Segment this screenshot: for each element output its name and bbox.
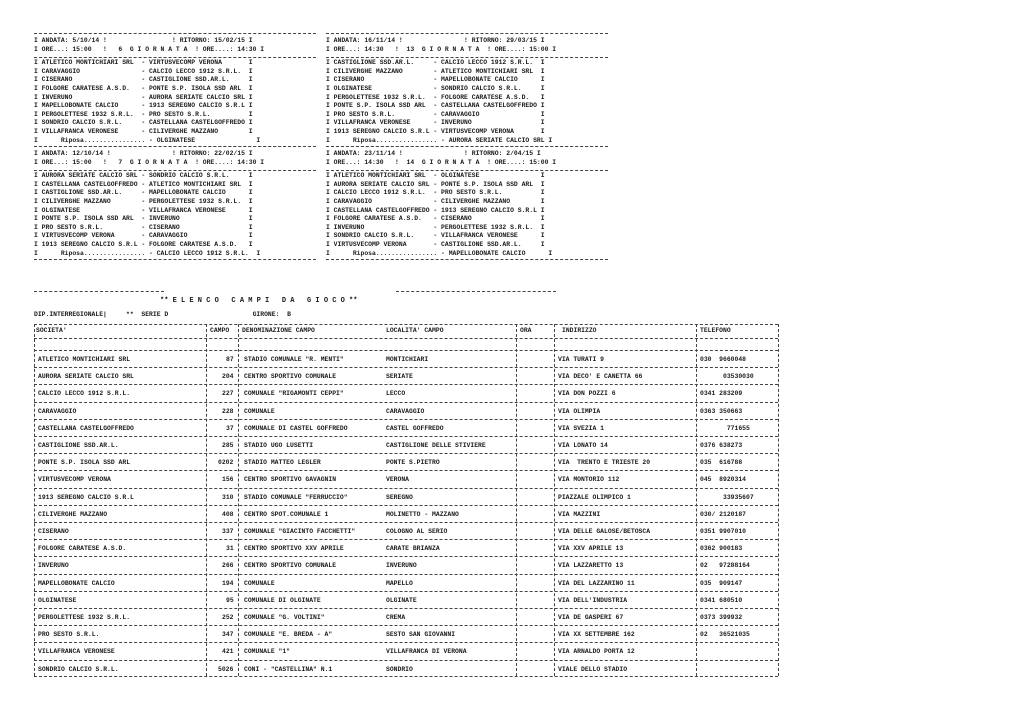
rule-line <box>34 488 778 489</box>
denominazione-cell: COMUNALE "GIACINTO FACCHETTI" <box>244 528 356 535</box>
telefono-cell: 771655 <box>700 424 750 432</box>
indirizzo-cell: VIA TURATI 9 <box>558 356 605 363</box>
rule-line <box>326 146 608 147</box>
societa-cell: MAPELLOBONATE CALCIO <box>38 579 115 587</box>
societa-cell: AURORA SERIATE CALCIO SRL <box>38 373 134 381</box>
indirizzo-cell: VIA DON POZZI 6 <box>558 390 616 398</box>
indirizzo-cell: VIA DECO' E CANETTA 66 <box>558 373 643 381</box>
localita-cell: SESTO SAN GIOVANNI <box>386 631 456 639</box>
match-row: I AURORA SERIATE CALCIO SRL - SONDRIO CALCIO S.R.L. I <box>34 172 253 180</box>
localita-cell: COLOGNO AL SERIO <box>386 528 448 535</box>
telefono-cell: 0341 680510 <box>700 596 743 604</box>
telefono-cell: 0373 399932 <box>700 614 743 621</box>
societa-cell: PERGOLETTESE 1932 S.R.L. <box>38 614 131 621</box>
rule-line <box>34 419 778 420</box>
giornata-header-andata: I ANDATA: 12/10/14 ! ! RITORNO: 22/02/15 I <box>34 150 253 157</box>
giornata-block <box>34 146 316 264</box>
campo-cell: 347 <box>222 631 234 639</box>
giornata-header-andata: I ANDATA: 5/10/14 ! ! RITORNO: 15/02/15 I <box>34 37 253 44</box>
localita-cell: MONTICHIARI <box>386 356 429 363</box>
societa-cell: CASTELLANA CASTELGOFFREDO <box>38 424 134 432</box>
societa-cell: PRO SESTO S.R.L. <box>38 631 100 639</box>
campo-cell: 285 <box>222 442 234 449</box>
localita-cell: VILLAFRANCA DI VERONA <box>386 648 467 656</box>
match-row: I VIRTUSVECOMP VERONA - CARAVAGGIO I <box>34 232 253 240</box>
denominazione-cell: CENTRO SPORTIVO COMUNALE <box>244 562 337 570</box>
campo-cell: 31 <box>226 545 234 553</box>
societa-cell: CILIVERGHE MAZZANO <box>38 510 108 518</box>
match-row: I CILIVERGHE MAZZANO - ATLETICO MONTICHIARI SRL I <box>326 67 545 75</box>
match-row: I CASTELLANA CASTELGOFFREDO - ATLETICO MONTICHIARI SRL I <box>34 180 253 188</box>
riposa-row: I Riposa................ - AURORA SERIATE CALCIO SRL I <box>326 136 553 144</box>
localita-cell: MOLINETTO - MAZZANO <box>386 510 459 518</box>
match-row: I CASTIGLIONE SSD.AR.L. - MAPELLOBONATE CALCIO I <box>34 189 253 197</box>
localita-cell: PONTE S.PIETRO <box>386 459 440 467</box>
match-row: I PRO SESTO S.R.L. - CARAVAGGIO I <box>326 110 545 118</box>
localita-cell: CASTIGLIONE DELLE STIVIERE <box>386 442 486 449</box>
campi-title: ** E L E N C O C A M P I D A G I O C O ** <box>160 297 358 305</box>
rule-line <box>34 367 778 368</box>
societa-cell: CISERANO <box>38 528 69 535</box>
rule-line <box>34 505 778 506</box>
indirizzo-cell: VIA SVEZIA 1 <box>558 424 605 432</box>
telefono-cell: 0341 283209 <box>700 390 743 398</box>
rule-line <box>326 170 608 171</box>
match-row: I AURORA SERIATE CALCIO SRL - PONTE S.P. ISOLA SSD ARL I <box>326 180 545 188</box>
indirizzo-cell: VIA MONTORIO 112 <box>558 476 620 484</box>
societa-cell: SONDRIO CALCIO S.R.L. <box>38 665 119 673</box>
localita-cell: MAPELLO <box>386 579 413 587</box>
giornata-header-andata: I ANDATA: 16/11/14 ! ! RITORNO: 29/03/15 I <box>326 37 545 44</box>
denominazione-cell: COMUNALE "1" <box>244 648 291 656</box>
rule-line <box>206 324 207 676</box>
denominazione-cell: CENTRO SPORTIVO COMUNALE <box>244 373 337 381</box>
denominazione-cell: COMUNALE DI CASTEL GOFFREDO <box>244 424 348 432</box>
campo-cell: 227 <box>222 390 234 398</box>
rule-line <box>554 324 555 676</box>
match-row: I INVERUNO - AURORA SERIATE CALCIO SRL I <box>34 93 253 101</box>
campo-cell: 194 <box>222 579 234 587</box>
localita-cell: SERIATE <box>386 373 413 381</box>
riposa-row: I Riposa................ - OLGINATESE I <box>34 136 261 144</box>
societa-cell: PONTE S.P. ISOLA SSD ARL <box>38 459 131 467</box>
match-row: I ATLETICO MONTICHIARI SRL - OLGINATESE I <box>326 172 545 180</box>
indirizzo-cell: VIA XX SETTEMBRE 162 <box>558 631 635 639</box>
rule-line <box>396 291 556 292</box>
match-row: I CILIVERGHE MAZZANO - PERGOLETTESE 1932 S.R.L. I <box>34 198 253 205</box>
denominazione-cell: STADIO COMUNALE "R. MENTI" <box>244 356 344 363</box>
rule-line <box>34 350 778 351</box>
rule-line <box>34 384 778 385</box>
rule-line <box>34 436 778 437</box>
column-header: DENOMINAZIONE CAMPO <box>242 327 315 334</box>
match-row: I CARAVAGGIO - CALCIO LECCO 1912 S.R.L. I <box>34 67 253 75</box>
telefono-cell: 02 97288164 <box>700 562 750 570</box>
indirizzo-cell: VIA LAZZARETTO 13 <box>558 562 624 570</box>
giornata-header-andata: I ANDATA: 23/11/14 ! ! RITORNO: 2/04/15 I <box>326 150 541 157</box>
localita-cell: OLGINATE <box>386 596 417 604</box>
telefono-cell: 0351 9907010 <box>700 528 747 535</box>
denominazione-cell: CONI - "CASTELLINA" N.1 <box>244 665 333 673</box>
match-row: I CISERANO - CASTIGLIONE SSD.AR.L. I <box>34 76 253 84</box>
localita-cell: CARATE BRIANZA <box>386 545 440 553</box>
campo-cell: 156 <box>222 476 234 484</box>
telefono-cell: 33935607 <box>700 493 754 501</box>
rule-line <box>34 676 778 677</box>
match-row: I 1913 SEREGNO CALCIO S.R.L - FOLGORE CARATESE A.S.D. I <box>34 241 253 248</box>
societa-cell: ATLETICO MONTICHIARI SRL <box>38 356 131 363</box>
rule-line <box>516 324 517 676</box>
rule-line <box>34 556 778 557</box>
campo-cell: 204 <box>222 373 234 381</box>
rule-line <box>34 453 778 454</box>
indirizzo-cell: VIA DELLE GALOSE/BETOSCA <box>558 528 651 535</box>
column-header: INDIRIZZO <box>562 327 597 334</box>
telefono-cell: 0362 900183 <box>700 545 743 553</box>
match-row: I PERGOLETTESE 1932 S.R.L. - PRO SESTO S.R.L. I <box>34 110 253 118</box>
denominazione-cell: COMUNALE "G. VOLTINI" <box>244 614 325 621</box>
rule-line <box>778 324 779 676</box>
indirizzo-cell: VIA DEL LAZZARINO 11 <box>558 579 635 587</box>
giornata-block <box>326 33 608 151</box>
campo-cell: 252 <box>222 614 234 621</box>
indirizzo-cell: VIA OLIMPIA <box>558 407 601 415</box>
campo-cell: 5026 <box>218 665 234 673</box>
rule-line <box>34 625 778 626</box>
match-row: I CASTIGLIONE SSD.AR.L. - CALCIO LECCO 1912 S.R.L. I <box>326 59 545 67</box>
column-header: SOCIETA' <box>36 327 67 334</box>
giornata-header-ore: I ORE...: 14:30 ! 14 G I O R N A T A ! ORE....: 15:00 I <box>326 158 557 166</box>
rule-line <box>34 57 316 58</box>
indirizzo-cell: PIAZZALE OLIMPICO 1 <box>558 493 631 501</box>
match-row: I SONDRIO CALCIO S.R.L. - VILLAFRANCA VERONESE I <box>326 232 545 240</box>
match-row: I SONDRIO CALCIO S.R.L. - CASTELLANA CASTELGOFFREDO I <box>34 119 253 127</box>
campo-cell: 87 <box>226 356 234 363</box>
giornata-block <box>34 33 316 151</box>
match-row: I 1913 SEREGNO CALCIO S.R.L - VIRTUSVECOMP VERONA I <box>326 128 545 135</box>
localita-cell: LECCO <box>386 390 406 398</box>
indirizzo-cell: VIA TRENTO E TRIESTE 20 <box>558 459 651 467</box>
denominazione-cell: CENTRO SPOT.COMUNALE 1 <box>244 510 329 518</box>
indirizzo-cell: VIA LONATO 14 <box>558 442 608 449</box>
match-row: I FOLGORE CARATESE A.S.D. - PONTE S.P. ISOLA SSD ARL I <box>34 85 253 92</box>
campo-cell: 337 <box>222 528 234 535</box>
denominazione-cell: COMUNALE <box>244 579 275 587</box>
denominazione-cell: COMUNALE "E. BREDA - A" <box>244 631 333 639</box>
match-row: I PRO SESTO S.R.L. - CISERANO I <box>34 223 253 231</box>
localita-cell: SEREGNO <box>386 493 413 501</box>
denominazione-cell: COMUNALE DI OLGINATE <box>244 596 321 604</box>
match-row: I OLGINATESE - VILLAFRANCA VERONESE I <box>34 206 253 214</box>
societa-cell: CALCIO LECCO 1912 S.R.L. <box>38 390 131 398</box>
rule-line <box>326 259 608 260</box>
societa-cell: CASTIGLIONE SSD.AR.L. <box>38 442 119 449</box>
telefono-cell: 030 9660048 <box>700 356 747 363</box>
riposa-row: I Riposa................ - MAPELLOBONATE CALCIO I <box>326 249 553 257</box>
giornata-header-ore: I ORE...: 15:00 ! 7 G I O R N A T A ! ORE....: 14:30 I <box>34 158 265 166</box>
match-row: I VIRTUSVECOMP VERONA - CASTIGLIONE SSD.AR.L. I <box>326 241 545 248</box>
campo-cell: 228 <box>222 407 234 415</box>
column-header: LOCALITA' CAMPO <box>386 327 444 334</box>
match-row: I VILLAFRANCA VERONESE - CILIVERGHE MAZZANO I <box>34 128 253 135</box>
localita-cell: SONDRIO <box>386 665 413 673</box>
rule-line <box>238 324 239 676</box>
campo-cell: 37 <box>226 424 234 432</box>
rule-line <box>34 574 778 575</box>
match-row: I CARAVAGGIO - CILIVERGHE MAZZANO I <box>326 198 545 205</box>
rule-line <box>34 470 778 471</box>
rule-line <box>34 259 316 260</box>
denominazione-cell: COMUNALE "RIGAMONTI CEPPI" <box>244 390 344 398</box>
denominazione-cell: STADIO UGO LUSETTI <box>244 442 314 449</box>
localita-cell: CARAVAGGIO <box>386 407 425 415</box>
match-row: I ATLETICO MONTICHIARI SRL - VIRTUSVECOMP VERONA I <box>34 59 253 67</box>
rule-line <box>34 338 778 339</box>
campo-cell: 0202 <box>218 459 234 467</box>
rule-line <box>34 33 316 34</box>
match-row: I CALCIO LECCO 1912 S.R.L. - PRO SESTO S.R.L. I <box>326 189 545 197</box>
societa-cell: CARAVAGGIO <box>38 407 77 415</box>
riposa-row: I Riposa................ - CALCIO LECCO 1912 S.R.L. I <box>34 249 261 257</box>
denominazione-cell: STADIO COMUNALE "FERRUCCIO" <box>244 493 348 501</box>
giornata-header-ore: I ORE...: 14:30 ! 13 G I O R N A T A ! ORE....: 15:00 I <box>326 45 557 53</box>
rule-line <box>34 146 316 147</box>
match-row: I MAPELLOBONATE CALCIO - 1913 SEREGNO CALCIO S.R.L I <box>34 102 253 110</box>
match-row: I CASTELLANA CASTELGOFFREDO - 1913 SEREGNO CALCIO S.R.L I <box>326 206 545 214</box>
societa-cell: VILLAFRANCA VERONESE <box>38 648 115 656</box>
indirizzo-cell: VIALE DELLO STADIO <box>558 665 628 673</box>
indirizzo-cell: VIA DE GASPERI 67 <box>558 614 624 621</box>
campi-subtitle: DIP.INTERREGIONALE| ** SERIE D GIRONE: B <box>34 311 291 318</box>
localita-cell: CREMA <box>386 614 406 621</box>
rule-line <box>326 33 608 34</box>
rule-line <box>696 324 697 676</box>
rule-line <box>34 539 778 540</box>
rule-line <box>326 57 608 58</box>
societa-cell: FOLGORE CARATESE A.S.D. <box>38 545 127 553</box>
telefono-cell: 0363 350663 <box>700 407 743 415</box>
rule-line <box>34 170 316 171</box>
localita-cell: VERONA <box>386 476 410 484</box>
societa-cell: OLGINATESE <box>38 596 77 604</box>
denominazione-cell: CENTRO SPORTIVO XXV APRILE <box>244 545 344 553</box>
campo-cell: 310 <box>222 493 234 501</box>
match-row: I INVERUNO - PERGOLETTESE 1932 S.R.L. I <box>326 223 545 231</box>
rule-line <box>34 642 778 643</box>
rule-line <box>34 660 778 661</box>
societa-cell: 1913 SEREGNO CALCIO S.R.L <box>38 493 134 501</box>
denominazione-cell: COMUNALE <box>244 407 275 415</box>
societa-cell: INVERUNO <box>38 562 69 570</box>
telefono-cell: 045 8920314 <box>700 476 747 484</box>
rule-line <box>34 291 164 292</box>
giornata-block <box>326 146 608 264</box>
rule-line <box>34 608 778 609</box>
telefono-cell: 035 616788 <box>700 459 743 467</box>
indirizzo-cell: VIA DELL'INDUSTRIA <box>558 596 628 604</box>
rule-line <box>34 402 778 403</box>
giornata-header-ore: I ORE...: 15:00 ! 6 G I O R N A T A ! ORE....: 14:30 I <box>34 45 265 53</box>
campo-cell: 95 <box>226 596 234 604</box>
indirizzo-cell: VIA XXV APRILE 13 <box>558 545 624 553</box>
match-row: I VILLAFRANCA VERONESE - INVERUNO I <box>326 119 545 127</box>
societa-cell: VIRTUSVECOMP VERONA <box>38 476 111 484</box>
campo-cell: 408 <box>222 510 234 518</box>
localita-cell: INVERUNO <box>386 562 417 570</box>
column-header: TELEFONO <box>700 327 731 334</box>
telefono-cell: 035 909147 <box>700 579 743 587</box>
rule-line <box>34 522 778 523</box>
match-row: I PERGOLETTESE 1932 S.R.L. - FOLGORE CARATESE A.S.D. I <box>326 93 545 101</box>
rule-line <box>34 324 35 676</box>
column-header: ORA <box>520 327 532 334</box>
campo-cell: 421 <box>222 648 234 656</box>
indirizzo-cell: VIA ARNALDO PORTA 12 <box>558 648 635 656</box>
localita-cell: CASTEL GOFFREDO <box>386 424 444 432</box>
rule-line <box>34 591 778 592</box>
match-row: I PONTE S.P. ISOLA SSD ARL - CASTELLANA CASTELGOFFREDO I <box>326 102 545 110</box>
rule-line <box>34 324 778 325</box>
match-row: I CISERANO - MAPELLOBONATE CALCIO I <box>326 76 545 84</box>
telefono-cell: 0376 638273 <box>700 442 743 449</box>
match-row: I OLGINATESE - SONDRIO CALCIO S.R.L. I <box>326 85 545 92</box>
telefono-cell: 030/ 2120187 <box>700 510 747 518</box>
column-header: CAMPO <box>210 327 230 334</box>
denominazione-cell: STADIO MATTEO LEGLER <box>244 459 321 467</box>
telefono-cell: 02 36521035 <box>700 631 750 639</box>
indirizzo-cell: VIA MAZZINI <box>558 510 601 518</box>
telefono-cell: 03530030 <box>700 373 754 381</box>
match-row: I FOLGORE CARATESE A.S.D. - CISERANO I <box>326 215 545 223</box>
match-row: I PONTE S.P. ISOLA SSD ARL - INVERUNO I <box>34 215 253 223</box>
denominazione-cell: CENTRO SPORTIVO GAVAGNIN <box>244 476 337 484</box>
campo-cell: 266 <box>222 562 234 570</box>
